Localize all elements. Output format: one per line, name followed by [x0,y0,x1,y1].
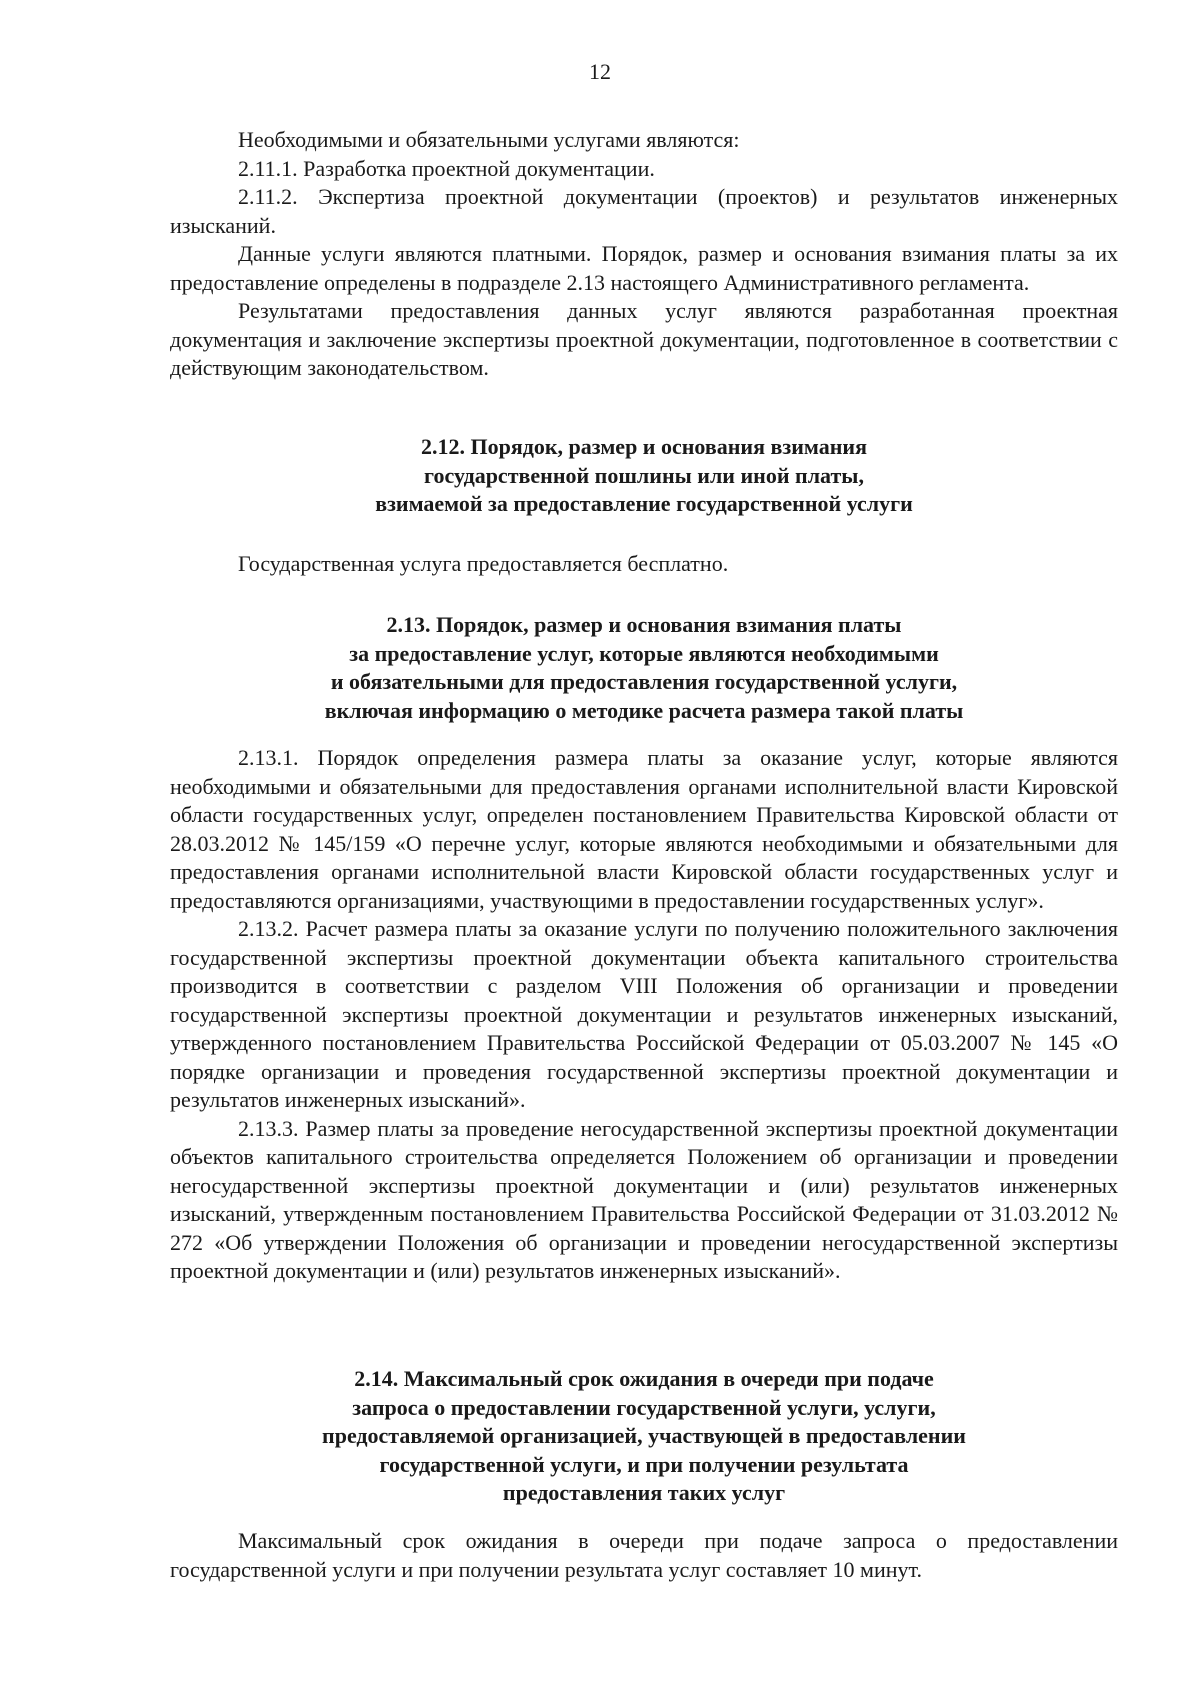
heading-line: включая информацию о методике расчета размера такой платы [324,697,964,723]
heading-line: за предоставление услуг, которые являются необходимыми [349,640,939,666]
intro-paragraph-2: 2.11.1. Разработка проектной документации. [238,155,655,181]
heading-line: и обязательными для предоставления государственной услуги, [330,669,958,694]
section-2-14-paragraph-1: Максимальный срок ожидания в очереди при подаче запроса о предоставлении государственной услуги и при получении результата услуг составляет 10 минут. [170,1528,1118,1582]
section-2-13-heading [170,611,1118,725]
section-2-13-paragraph-3: 2.13.3. Размер платы за проведение негосударственной экспертизы проектной документации объектов капитального строительства определяется Положением об организации и проведении негосударственной экспертизы проектной документации и (или) результатов инженерных изысканий, утвержденным постановлением Правительства Российской Федерации от 31.03.2012 № 272 «Об утверждении Положения об организации и проведении негосударственной экспертизы проектной документации и (или) результатов инженерных изысканий». [170,1115,1118,1283]
page-number: 12 [589,59,611,84]
section-2-13-paragraph-1: 2.13.1. Порядок определения размера платы за оказание услуг, которые являются необходимыми и обязательными для предоставления органами исполнительной власти Кировской области государственных услуг, определен постановлением Правительства Кировской области от 28.03.2012 № 145/159 «О перечне услуг, которые являются необходимыми и обязательными для предоставления органами исполнительной власти Кировской области государственных услуг и предоставляются организациями, участвующими в предоставлении государственных услуг». [170,745,1118,913]
heading-line: государственной пошлины или иной платы, [424,462,864,488]
section-2-14-heading [170,1365,1118,1508]
section-2-13-paragraph-2: 2.13.2. Расчет размера платы за оказание услуги по получению положительного заключения государственной экспертизы проектной документации объекта капитального строительства производится в соответствии с разделом VIII Положения об организации и проведении государственной экспертизы проектной документации и результатов инженерных изысканий, утвержденного постановлением Правительства Российской Федерации от 05.03.2007 № 145 «О порядке организации и проведения государственной экспертизы проектной документации и результатов инженерных изысканий». [170,916,1118,1112]
section-2-14-body [170,1527,1118,1584]
heading-line: государственной услуги, и при получении результата [379,1451,909,1477]
intro-block [170,126,1118,383]
heading-line: предоставления таких услуг [502,1480,786,1505]
intro-paragraph-4: Данные услуги являются платными. Порядок, размер и основания взимания платы за их предоставление определены в подразделе 2.13 настоящего Административного регламента. [170,241,1118,295]
heading-line: взимаемой за предоставление государственной услуги [375,491,913,516]
heading-line: запроса о предоставлении государственной услуги, услуги, [352,1394,936,1420]
section-2-12-paragraph-1: Государственная услуга предоставляется бесплатно. [238,551,729,576]
heading-line: предоставляемой организацией, участвующей в предоставлении [322,1423,966,1448]
heading-line: 2.14. Максимальный срок ожидания в очереди при подаче [354,1366,934,1391]
section-2-12-heading [170,433,1118,519]
intro-paragraph-3: 2.11.2. Экспертиза проектной документации (проектов) и результатов инженерных изысканий. [170,184,1118,238]
intro-paragraph-1: Необходимыми и обязательными услугами являются: [238,127,740,152]
section-2-13-body [170,744,1118,1286]
heading-line: 2.12. Порядок, размер и основания взимания [421,434,867,459]
intro-paragraph-5: Результатами предоставления данных услуг являются разработанная проектная документация и заключение экспертизы проектной документации, подготовленное в соответствии с действующим законодательством. [170,298,1118,380]
section-2-12-body [170,550,1118,579]
heading-line: 2.13. Порядок, размер и основания взимания платы [386,612,902,637]
